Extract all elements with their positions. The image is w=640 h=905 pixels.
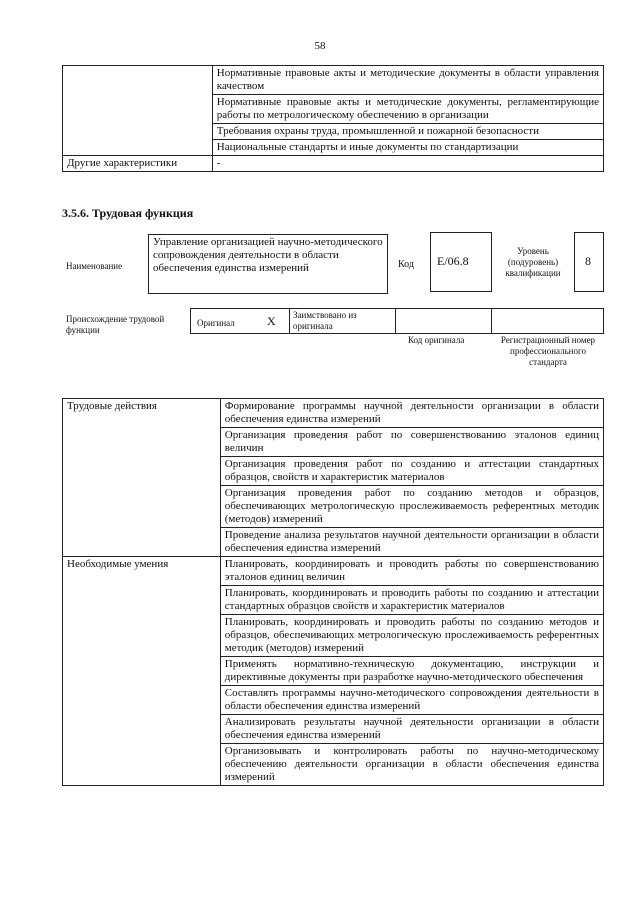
table-row (63, 557, 604, 586)
list-item: Организация проведения работ по созданию и аттестации стандартных образцов, свойств и характеристик материалов (220, 457, 603, 486)
table-row (63, 95, 604, 124)
table-row (63, 66, 604, 95)
list-item: Проведение анализа результатов научной деятельности организации в области обеспечения единства измерений (220, 528, 603, 557)
divider (395, 309, 396, 333)
top-table (62, 65, 604, 172)
table-row (63, 140, 604, 156)
page-number: 58 (314, 40, 326, 52)
list-item: Организация проведения работ по созданию методов и образцов, обеспечивающих метрологическую прослеживаемость референтных методик (методов) измерений (220, 486, 603, 528)
list-item: Формирование программы научной деятельности организации в области обеспечения единства измерений (220, 399, 603, 428)
table-row (63, 156, 604, 172)
function-level-box: 8 (574, 232, 604, 292)
table-cell-right: Нормативные правовые акты и методические документы в области управления качеством (212, 66, 603, 95)
section-title: 3.5.6. Трудовая функция (62, 206, 194, 220)
code-original-label: Код оригинала (408, 335, 465, 345)
list-item: Составлять программы научно-методического сопровождения деятельности в области обеспечения единства измерений (220, 686, 603, 715)
list-item: Применять нормативно-техническую документацию, инструкции и директивные документы при разработке научно-методического обеспечения (220, 657, 603, 686)
original-mark: X (267, 314, 276, 328)
divider (289, 309, 290, 333)
list-item: Планировать, координировать и проводить работы по совершенствованию эталонов единиц величин (220, 557, 603, 586)
table-row (63, 124, 604, 140)
divider (491, 309, 492, 333)
origin-label: Происхождение трудовой функции (66, 314, 165, 335)
table-cell-right: Нормативные правовые акты и методические документы, регламентирующие работы по метрологическому обеспечению в организации (212, 95, 603, 124)
list-item: Организация проведения работ по совершенствованию эталонов единиц величин (220, 428, 603, 457)
reg-number-label: Регистрационный номер профессионального стандарта (500, 335, 596, 367)
list-item: Планировать, координировать и проводить работы по созданию и аттестации стандартных образцов свойств и характеристик материалов (220, 586, 603, 615)
table-cell-left (63, 95, 213, 124)
table-cell-left (63, 140, 213, 156)
table-cell-left (63, 66, 213, 95)
function-name-box: Управление организацией научно-методического сопровождения деятельности в области обеспечения единства измерений (148, 234, 388, 294)
group-label: Трудовые действия (63, 399, 221, 557)
code-label: Код (398, 259, 414, 270)
table-cell-right: - (212, 156, 603, 172)
level-label: Уровень (подуровень) квалификации (505, 246, 561, 278)
list-item: Организовывать и контролировать работы по научно-методическому обеспечению деятельности организации в области обеспечения единства измерений (220, 744, 603, 786)
origin-row (190, 308, 604, 334)
list-item: Анализировать результаты научной деятельности организации в области обеспечения единства измерений (220, 715, 603, 744)
borrowed-label: Заимствовано из оригинала (293, 310, 357, 331)
list-item: Планировать, координировать и проводить работы по созданию методов и образцов, обеспечивающих метрологическую прослеживаемость референтных методик (методов) измерений (220, 615, 603, 657)
table-cell-left (63, 124, 213, 140)
table-cell-right: Национальные стандарты и иные документы по стандартизации (212, 140, 603, 156)
main-table (62, 398, 604, 786)
original-label: Оригинал (197, 318, 235, 328)
function-code-box: Е/06.8 (430, 232, 492, 292)
table-cell-left: Другие характеристики (63, 156, 213, 172)
group-label: Необходимые умения (63, 557, 221, 786)
table-row (63, 399, 604, 428)
name-label: Наименование (66, 261, 123, 271)
table-cell-right: Требования охраны труда, промышленной и пожарной безопасности (212, 124, 603, 140)
